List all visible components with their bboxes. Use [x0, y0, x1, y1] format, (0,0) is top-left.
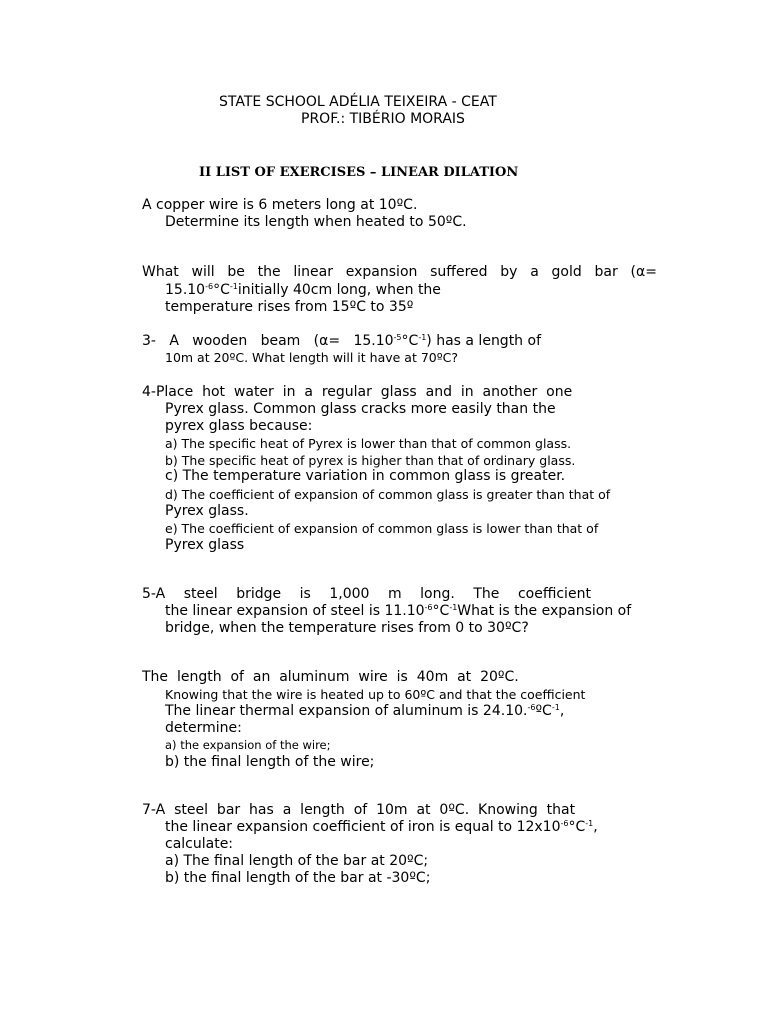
q7-unit: °C: [568, 819, 586, 835]
q1-line-2: Determine its length when heated to 50ºC.: [165, 214, 467, 230]
q7-option-b: b) the final length of the bar at -30ºC;: [165, 870, 431, 886]
q3-exp-2: -1: [418, 333, 427, 342]
q4-option-e-cont: Pyrex glass: [165, 537, 245, 553]
q2-word: (α=: [630, 264, 657, 280]
q7-exp-2: -1: [585, 819, 594, 828]
q7-line-2-text: the linear expansion coefficient of iron is equal to 12x10: [165, 819, 561, 835]
q1-line-1: A copper wire is 6 meters long at 10ºC.: [142, 197, 418, 213]
q4-option-e: e) The coefficient of expansion of common glass is lower than that of: [165, 521, 599, 536]
q7-option-a: a) The final length of the bar at 20ºC;: [165, 853, 429, 869]
q2-word: What: [142, 264, 179, 280]
q5-word: 1,000: [329, 586, 370, 602]
q2-line-2-text: initially 40cm long, when the: [237, 282, 441, 298]
q6-exp-1: -6: [527, 703, 536, 712]
q3-unit: °C: [401, 333, 419, 349]
q2-word: will: [191, 264, 215, 280]
document-title: II LIST OF EXERCISES – LINEAR DILATION: [199, 165, 519, 180]
q3-line-1: [142, 333, 541, 350]
q5-word: The: [473, 586, 500, 602]
q4-line-2: Pyrex glass. Common glass cracks more easily than the: [165, 401, 556, 417]
q5-word: bridge: [236, 586, 282, 602]
q2-word: linear: [293, 264, 334, 280]
q2-coef-base: 15.10: [165, 282, 206, 298]
q3-line-2: 10m at 20ºC. What length will it have at 70ºC?: [165, 350, 458, 365]
q2-word: suffered: [430, 264, 488, 280]
q5-unit: °C: [432, 603, 450, 619]
q5-word: m: [388, 586, 402, 602]
q2-word: be: [227, 264, 245, 280]
q2-word: by: [500, 264, 518, 280]
q5-word: 5-A: [142, 586, 166, 602]
q3-coef-base: 15.10: [353, 333, 394, 349]
q6-line-3-end: ,: [559, 703, 565, 719]
q7-line-1: 7-A steel bar has a length of 10m at 0ºC. Knowing that: [142, 802, 576, 818]
q7-line-2: [165, 819, 598, 836]
q6-option-a: a) the expansion of the wire;: [165, 738, 331, 752]
q7-line-2-end: ,: [593, 819, 598, 835]
q7-line-3: calculate:: [165, 836, 234, 852]
teacher-name: PROF.: TIBÉRIO MORAIS: [301, 111, 465, 127]
q2-exp-2: -1: [229, 282, 238, 291]
q3-word: (α=: [313, 333, 341, 349]
q5-line-1: [142, 586, 591, 603]
q4-line-1: 4-Place hot water in a regular glass and in another one: [142, 384, 573, 400]
q2-unit: °C: [213, 282, 230, 298]
q6-exp-2: -1: [551, 703, 560, 712]
q5-line-3: bridge, when the temperature rises from 0 to 30ºC?: [165, 620, 529, 636]
q4-option-d: d) The coefficient of expansion of common glass is greater than that of: [165, 487, 611, 502]
q6-option-b: b) the final length of the wire;: [165, 754, 375, 770]
q4-option-c: c) The temperature variation in common glass is greater.: [165, 468, 566, 484]
q6-line-3-text: The linear thermal expansion of aluminum is 24.10.: [165, 703, 528, 719]
q2-word: gold: [551, 264, 582, 280]
q5-line-2: [165, 603, 631, 620]
school-name: STATE SCHOOL ADÉLIA TEIXEIRA - CEAT: [219, 94, 497, 110]
q6-line-1: The length of an aluminum wire is 40m at 20ºC.: [142, 669, 519, 685]
q2-line-1: [142, 264, 657, 281]
q2-exp-1: -6: [205, 282, 214, 291]
q6-unit: ºC: [535, 703, 552, 719]
q5-word: coefficient: [517, 586, 591, 602]
q2-line-2: [165, 282, 441, 299]
q4-option-b: b) The specific heat of pyrex is higher than that of ordinary glass.: [165, 453, 576, 468]
q2-line-3: temperature rises from 15ºC to 35º: [165, 299, 414, 315]
q4-option-d-cont: Pyrex glass.: [165, 503, 249, 519]
q2-word: the: [257, 264, 281, 280]
q2-word: expansion: [345, 264, 418, 280]
q5-word: long.: [420, 586, 455, 602]
q5-line-2-end: What is the expansion of: [457, 603, 632, 619]
q3-word: wooden: [192, 333, 248, 349]
q4-line-3: pyrex glass because:: [165, 418, 313, 434]
q2-word: bar: [594, 264, 618, 280]
q4-option-a: a) The specific heat of Pyrex is lower than that of common glass.: [165, 436, 572, 451]
q3-line-1-text: ) has a length of: [426, 333, 542, 349]
q5-word: steel: [183, 586, 218, 602]
q5-word: is: [299, 586, 311, 602]
q6-line-4: determine:: [165, 720, 242, 736]
q5-exp-2: -1: [449, 603, 458, 612]
q3-word: A: [169, 333, 179, 349]
q3-exp-1: -5: [393, 333, 402, 342]
q7-exp-1: -6: [560, 819, 569, 828]
q3-number: 3-: [142, 333, 156, 349]
q2-word: a: [530, 264, 539, 280]
q5-line-2-text: the linear expansion of steel is 11.10: [165, 603, 425, 619]
q6-line-2: Knowing that the wire is heated up to 60ºC and that the coefficient: [165, 687, 586, 702]
q5-exp-1: -6: [424, 603, 433, 612]
q6-line-3: [165, 703, 564, 720]
q3-word: beam: [260, 333, 301, 349]
